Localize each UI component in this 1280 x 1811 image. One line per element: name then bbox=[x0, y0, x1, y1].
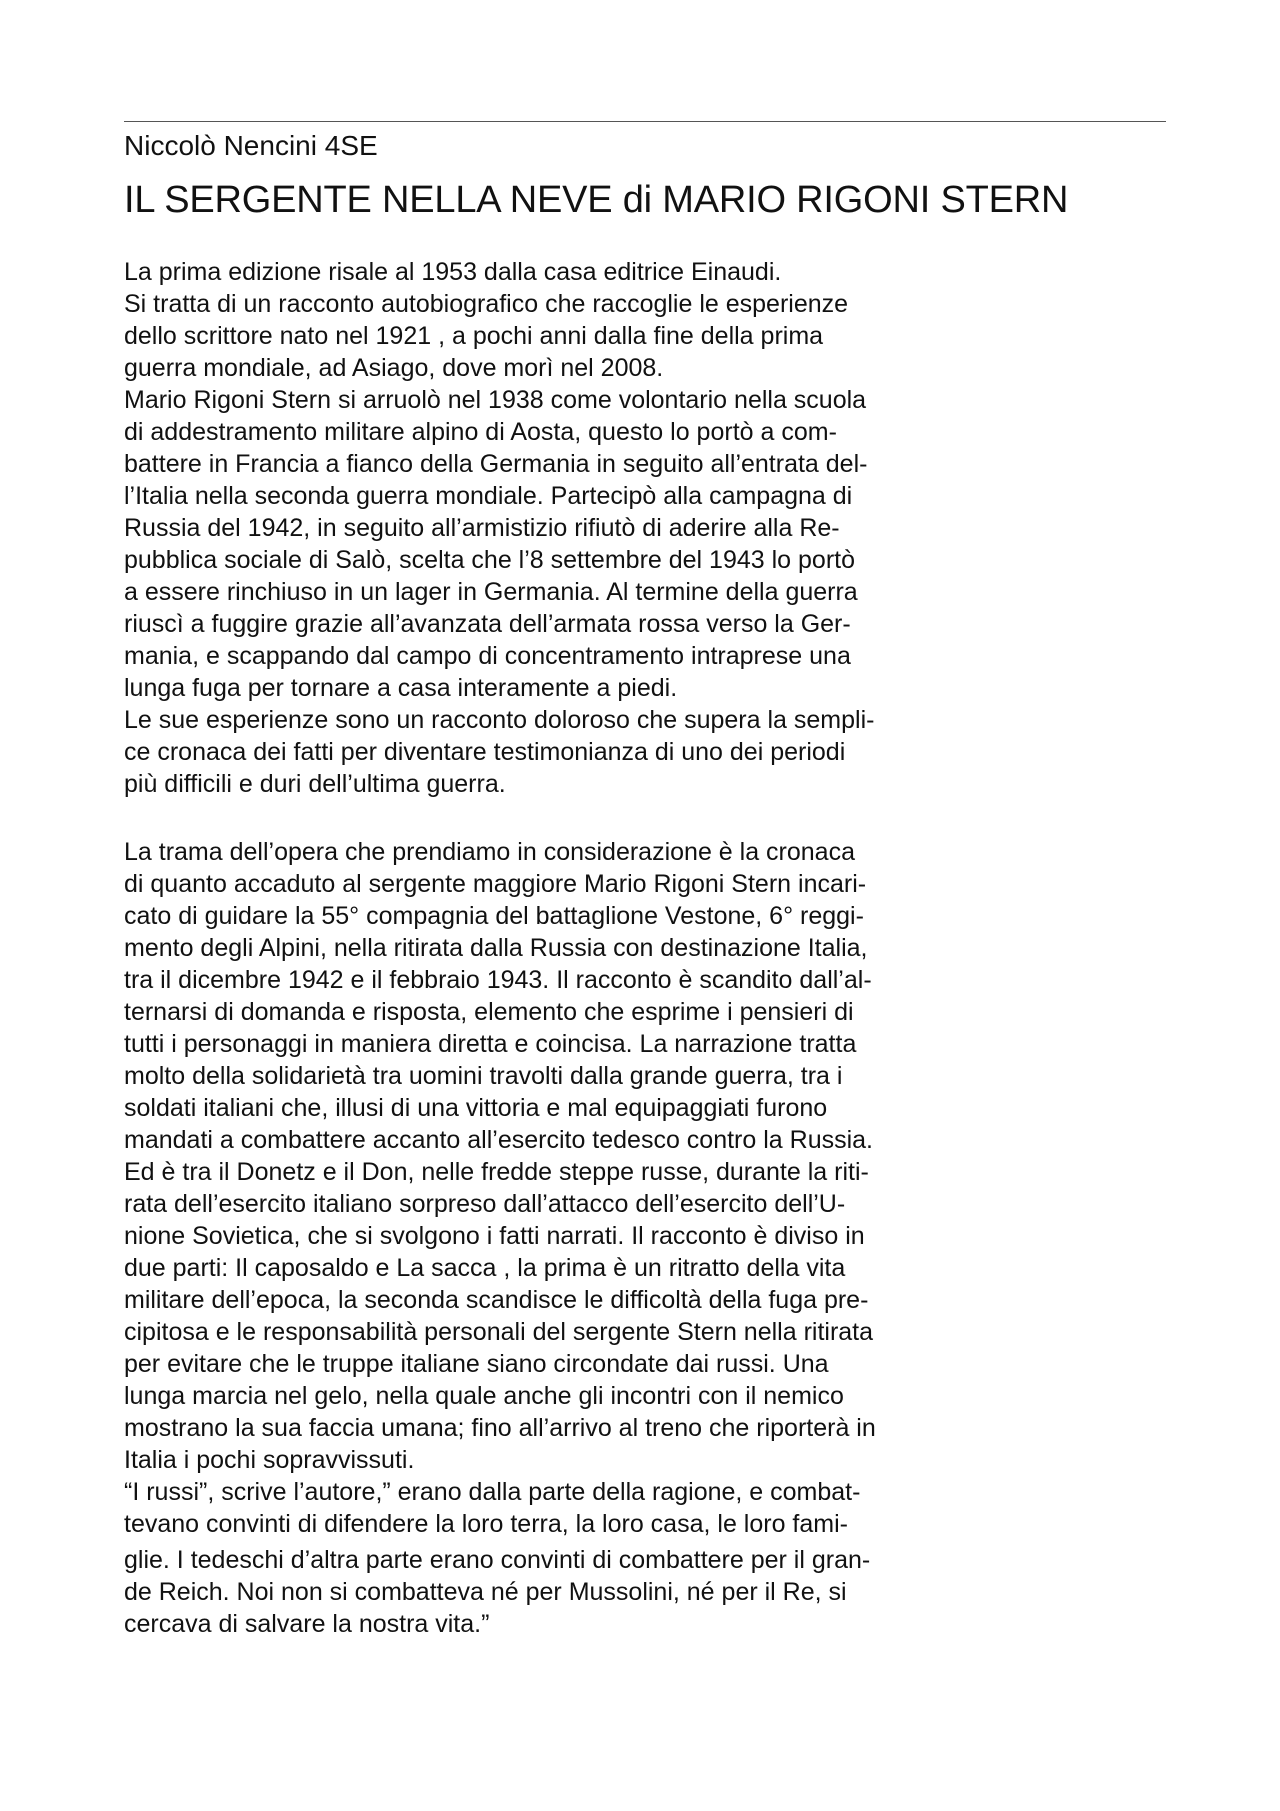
body-line: mostrano la sua faccia umana; fino all’arrivo al treno che riporterà in bbox=[124, 1414, 876, 1442]
body-line: nione Sovietica, che si svolgono i fatti narrati. Il racconto è diviso in bbox=[124, 1222, 865, 1250]
body-line: mandati a combattere accanto all’esercito tedesco contro la Russia. bbox=[124, 1126, 873, 1154]
body-line: mento degli Alpini, nella ritirata dalla Russia con destinazione Italia, bbox=[124, 934, 868, 962]
body-line: guerra mondiale, ad Asiago, dove morì nel 2008. bbox=[124, 354, 664, 382]
author-line: Niccolò Nencini 4SE bbox=[124, 130, 378, 161]
body-line: di quanto accaduto al sergente maggiore Mario Rigoni Stern incari- bbox=[124, 870, 867, 898]
body-line: “I russi”, scrive l’autore,” erano dalla parte della ragione, e combat- bbox=[124, 1478, 861, 1506]
body-line: La prima edizione risale al 1953 dalla casa editrice Einaudi. bbox=[124, 258, 782, 286]
body-line: Le sue esperienze sono un racconto doloroso che supera la sempli- bbox=[124, 706, 875, 734]
body-line: Si tratta di un racconto autobiografico che raccoglie le esperienze bbox=[124, 290, 849, 318]
body-line: ce cronaca dei fatti per diventare testimonianza di uno dei periodi bbox=[124, 738, 846, 766]
header-rule bbox=[124, 121, 1166, 122]
body-line: soldati italiani che, illusi di una vittoria e mal equipaggiati furono bbox=[124, 1094, 828, 1122]
body-line: ternarsi di domanda e risposta, elemento che esprime i pensieri di bbox=[124, 998, 854, 1026]
body-line: più difficili e duri dell’ultima guerra. bbox=[124, 770, 506, 798]
body-line: La trama dell’opera che prendiamo in considerazione è la cronaca bbox=[124, 838, 855, 866]
body-line: cipitosa e le responsabilità personali del sergente Stern nella ritirata bbox=[124, 1318, 874, 1346]
body-line: battere in Francia a fianco della Germania in seguito all’entrata del- bbox=[124, 450, 868, 478]
body-line: due parti: Il caposaldo e La sacca , la prima è un ritratto della vita bbox=[124, 1254, 846, 1282]
body-line: riuscì a fuggire grazie all’avanzata dell’armata rossa verso la Ger- bbox=[124, 610, 851, 638]
body-line: lunga marcia nel gelo, nella quale anche gli incontri con il nemico bbox=[124, 1382, 844, 1410]
body-line: glie. I tedeschi d’altra parte erano convinti di combattere per il gran- bbox=[124, 1546, 871, 1574]
body-line: l’Italia nella seconda guerra mondiale. Partecipò alla campagna di bbox=[124, 482, 853, 510]
body-line: mania, e scappando dal campo di concentramento intraprese una bbox=[124, 642, 851, 670]
body-line: Mario Rigoni Stern si arruolò nel 1938 come volontario nella scuola bbox=[124, 386, 867, 414]
body-line: lunga fuga per tornare a casa interamente a piedi. bbox=[124, 674, 678, 702]
body-line: tutti i personaggi in maniera diretta e coincisa. La narrazione tratta bbox=[124, 1030, 857, 1058]
body-line: militare dell’epoca, la seconda scandisce le difficoltà della fuga pre- bbox=[124, 1286, 869, 1314]
body-line: Russia del 1942, in seguito all’armistizio rifiutò di aderire alla Re- bbox=[124, 514, 840, 542]
body-line: de Reich. Noi non si combatteva né per Mussolini, né per il Re, si bbox=[124, 1578, 847, 1606]
body-line: di addestramento militare alpino di Aosta, questo lo portò a com- bbox=[124, 418, 837, 446]
body-line: rata dell’esercito italiano sorpreso dall’attacco dell’esercito dell’U- bbox=[124, 1190, 846, 1218]
page-title: IL SERGENTE NELLA NEVE di MARIO RIGONI STERN bbox=[124, 179, 1069, 221]
body-line: dello scrittore nato nel 1921 , a pochi anni dalla fine della prima bbox=[124, 322, 824, 350]
body-line: per evitare che le truppe italiane siano circondate dai russi. Una bbox=[124, 1350, 829, 1378]
body-line: Ed è tra il Donetz e il Don, nelle fredde steppe russe, durante la riti- bbox=[124, 1158, 869, 1186]
body-line: tevano convinti di difendere la loro terra, la loro casa, le loro fami- bbox=[124, 1510, 848, 1538]
body-line: cato di guidare la 55° compagnia del battaglione Vestone, 6° reggi- bbox=[124, 902, 864, 930]
body-line: molto della solidarietà tra uomini travolti dalla grande guerra, tra i bbox=[124, 1062, 843, 1090]
body-line: cercava di salvare la nostra vita.” bbox=[124, 1610, 490, 1638]
body-line: pubblica sociale di Salò, scelta che l’8 settembre del 1943 lo portò bbox=[124, 546, 855, 574]
body-line: a essere rinchiuso in un lager in Germania. Al termine della guerra bbox=[124, 578, 858, 606]
body-line: tra il dicembre 1942 e il febbraio 1943. Il racconto è scandito dall’al- bbox=[124, 966, 872, 994]
body-line: Italia i pochi sopravvissuti. bbox=[124, 1446, 415, 1474]
